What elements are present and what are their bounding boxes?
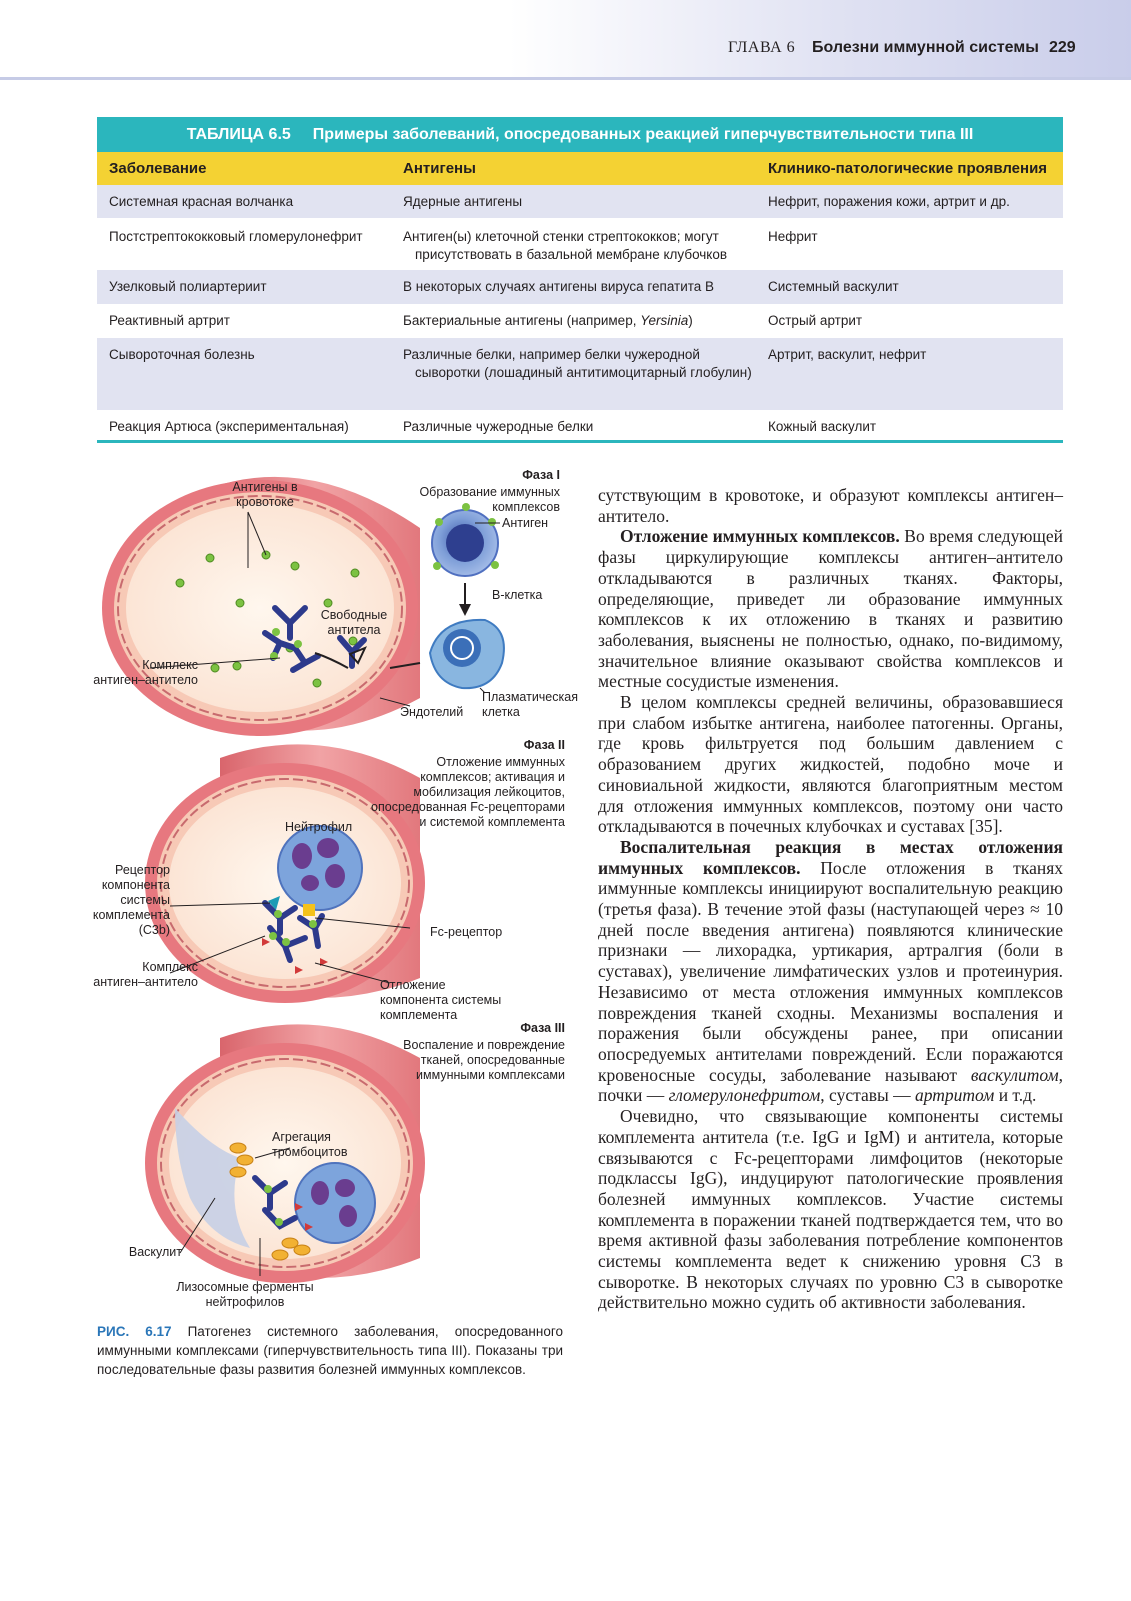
cell-antigen: Антиген(ы) клеточной стенки стрептококков; могут присутствовать в базальной мембране клубочков (403, 229, 728, 262)
figure-caption (97, 1322, 563, 1379)
phase2-subtitle: Отложение иммунных комплексов; активация и мобилизация лейкоцитов, опосредованная Fc-рецепторами и системой комплемента (371, 755, 565, 829)
table-row (97, 270, 1063, 304)
running-header-title: Болезни иммунной системы (812, 39, 1039, 56)
body-paragraph: сутствующим в кровотоке, и образуют комплексы антиген–антитело. (598, 485, 1063, 526)
table-row (97, 410, 1063, 440)
term-arthritis: артритом (915, 1085, 995, 1106)
table-6-5 (97, 117, 1063, 443)
figure-caption-text: Патогенез системного заболевания, опосредованного иммунными комплексами (гиперчувствительность типа III). Показаны три последовательные фазы развития болезней иммунных комплексов. (97, 1324, 563, 1377)
label-neutrophil-phase2: Нейтрофил (285, 820, 353, 834)
header-rule (0, 77, 1131, 80)
cell-manifestation: Артрит, васкулит, нефрит (768, 347, 927, 362)
label-antigen: Антиген (502, 516, 549, 530)
cell-disease: Сывороточная болезнь (109, 347, 255, 362)
cell-manifestation: Кожный васкулит (768, 419, 877, 434)
label-vasculitis: Васкулит (128, 1245, 182, 1259)
cell-disease: Постстрептококковый гломерулонефрит (109, 229, 363, 244)
label-complement-deposit: Отложение компонента системы комплемента (380, 978, 502, 1022)
running-header-chapter: ГЛАВА 6 (728, 39, 796, 56)
cell-antigen: Различные чужеродные белки (403, 419, 594, 434)
cell-antigen: В некоторых случаях антигены вируса гепатита В (403, 279, 715, 294)
column-header-disease: Заболевание (109, 160, 207, 177)
body-paragraph-text: После отложения в тканях иммунные комплексы инициируют воспалительную реакцию (третья фаза). В течение этой фазы (наступающей через ≈ 10 дней после введения антигена) появляются клинические признаки — лихорадка, уртикария, артралгия (боли в суставах), увеличение лимфатических узлов и протеинурия. Независимо от места отложения иммунных комплексов повреждения тканей сходны. Механизмы воспаления и поражения были обсуждены ранее, при описании опосредуемых антителами повреждений. Если поражаются кровеносные сосуды, заболевание называют (598, 857, 1064, 1085)
subheading-inflammation: Воспалительная реакция в местах отложения иммунных комплексов. (598, 836, 1063, 878)
table-title: Примеры заболеваний, опосредованных реакцией гиперчувствительности типа III (312, 125, 974, 143)
figure-caption-number: РИС. 6.17 (97, 1324, 172, 1339)
cell-antigen-text-end: ) (688, 313, 693, 328)
body-paragraph-text: и т.д. (994, 1085, 1037, 1106)
column-header-manifestations: Клинико-патологические проявления (768, 160, 1048, 177)
table-row (97, 218, 1063, 270)
phase1-title: Фаза I (522, 468, 560, 482)
cell-antigen-text: Бактериальные антигены (например, (403, 313, 641, 328)
subheading-deposition: Отложение иммунных комплексов. (620, 526, 900, 547)
cell-disease: Системная красная волчанка (109, 194, 294, 209)
label-antigens-in-blood: Антигены в кровотоке (232, 480, 298, 509)
phase3-neutrophil (295, 1163, 375, 1243)
label-fc-receptor: Fc-рецептор (430, 925, 503, 939)
table-bottom-rule (97, 440, 1063, 443)
phase3-title: Фаза III (520, 1021, 565, 1035)
column-header-antigens: Антигены (403, 160, 476, 177)
cell-antigen: Различные белки, например белки чужеродной сыворотки (лошадиный антитимоцитарный глобулин) (403, 347, 752, 380)
figure-6-17 (90, 458, 580, 1318)
page-number: 229 (1049, 39, 1076, 56)
cell-manifestation: Острый артрит (768, 313, 863, 328)
body-paragraph-deposition (598, 526, 1063, 692)
label-lysosomal-enzymes: Лизосомные ферменты нейтрофилов (176, 1280, 314, 1309)
table-row (97, 185, 1063, 218)
phase2-neutrophil (278, 826, 362, 910)
label-complex-phase1: Комплекс антиген–антитело (93, 658, 198, 687)
phase1-plasma-cell (430, 620, 504, 688)
table-number: ТАБЛИЦА 6.5 (186, 125, 291, 143)
cell-manifestation: Системный васкулит (768, 279, 899, 294)
table-row (97, 338, 1063, 410)
label-endothelium: Эндотелий (400, 705, 464, 719)
cell-disease: Узелковый полиартериит (109, 279, 267, 294)
cell-disease: Реактивный артрит (109, 313, 230, 328)
phase1-vessel (102, 477, 420, 736)
label-c3b-receptor: Рецептор компонента системы комплемента (C3b) (92, 863, 170, 937)
cell-antigen-italic: Yersinia (640, 313, 689, 328)
phase2-title: Фаза II (523, 738, 565, 752)
body-paragraph: Очевидно, что связывающие компоненты системы комплемента антитела (т.е. IgG и IgM) и антитела, которые связываются с Fc-рецепторами лимфоцитов (некоторые подклассы IgG), индуцируют патологические проявления болезней иммунных комплексов. Участие системы комплемента в поражении тканей подтверждается тем, что во время активной фазы заболевания потребление компонентов системы комплемента ведет к снижению уровня C3 в сыворотке. В некоторых случаях по уровню C3 в сыворотке действительно можно судить об активности заболевания. (598, 1106, 1063, 1313)
table-title-bar (97, 117, 1063, 152)
cell-manifestation: Нефрит (768, 229, 818, 244)
label-b-cell: В-клетка (492, 588, 543, 602)
body-paragraph-inflammation (598, 837, 1063, 1106)
body-paragraph-text: Во время следующей фазы циркулирующие комплексы антиген–антитело откладываются в различных тканях. Факторы, определяющие, приведет ли образование иммунных комплексов к их отложению в тканях и развитию заболевания, выяснены не полностью, однако, по-видимому, значительное влияние оказывают свойства комплексов и местные сосудистые изменения. (598, 526, 1064, 692)
term-vasculitis: васкулитом (970, 1064, 1059, 1085)
cell-antigen (393, 312, 760, 330)
body-paragraph-text: , суставы — (820, 1085, 916, 1106)
cell-antigen: Ядерные антигены (403, 194, 523, 209)
label-complex-phase2: Комплекс антиген–антитело (93, 960, 198, 989)
cell-disease: Реакция Артюса (экспериментальная) (109, 419, 349, 434)
cell-manifestation: Нефрит, поражения кожи, артрит и др. (768, 194, 1010, 209)
label-plasma-cell: Плазматическая клетка (482, 690, 578, 719)
body-paragraph-text: , почки — (598, 1064, 1063, 1106)
table-row (97, 304, 1063, 338)
body-paragraph: В целом комплексы средней величины, образовавшиеся при слабом избытке антигена, наиболее патогенны. Органы, где кровь фильтруется под большим давлением с образованием других жидкостей, подобно моче и синовиальной жидкости, являются благоприятным местом для отложения иммунных комплексов, поэтому они часто откладываются в почечных клубочках и суставах [35]. (598, 692, 1063, 837)
label-platelet-aggregation: Агрегация тромбоцитов (272, 1130, 348, 1159)
body-text-column (598, 485, 1063, 1313)
phase1-subtitle: Образование иммунных комплексов (419, 485, 560, 514)
term-glomerulonephritis: гломерулонефритом (668, 1085, 821, 1106)
table-header-row (97, 152, 1063, 185)
phase3-subtitle: Воспаление и повреждение тканей, опосредованные иммунными комплексами (403, 1038, 565, 1082)
label-free-antibodies: Свободные антитела (320, 608, 388, 637)
phase2-fc-receptor-shape (303, 904, 315, 916)
